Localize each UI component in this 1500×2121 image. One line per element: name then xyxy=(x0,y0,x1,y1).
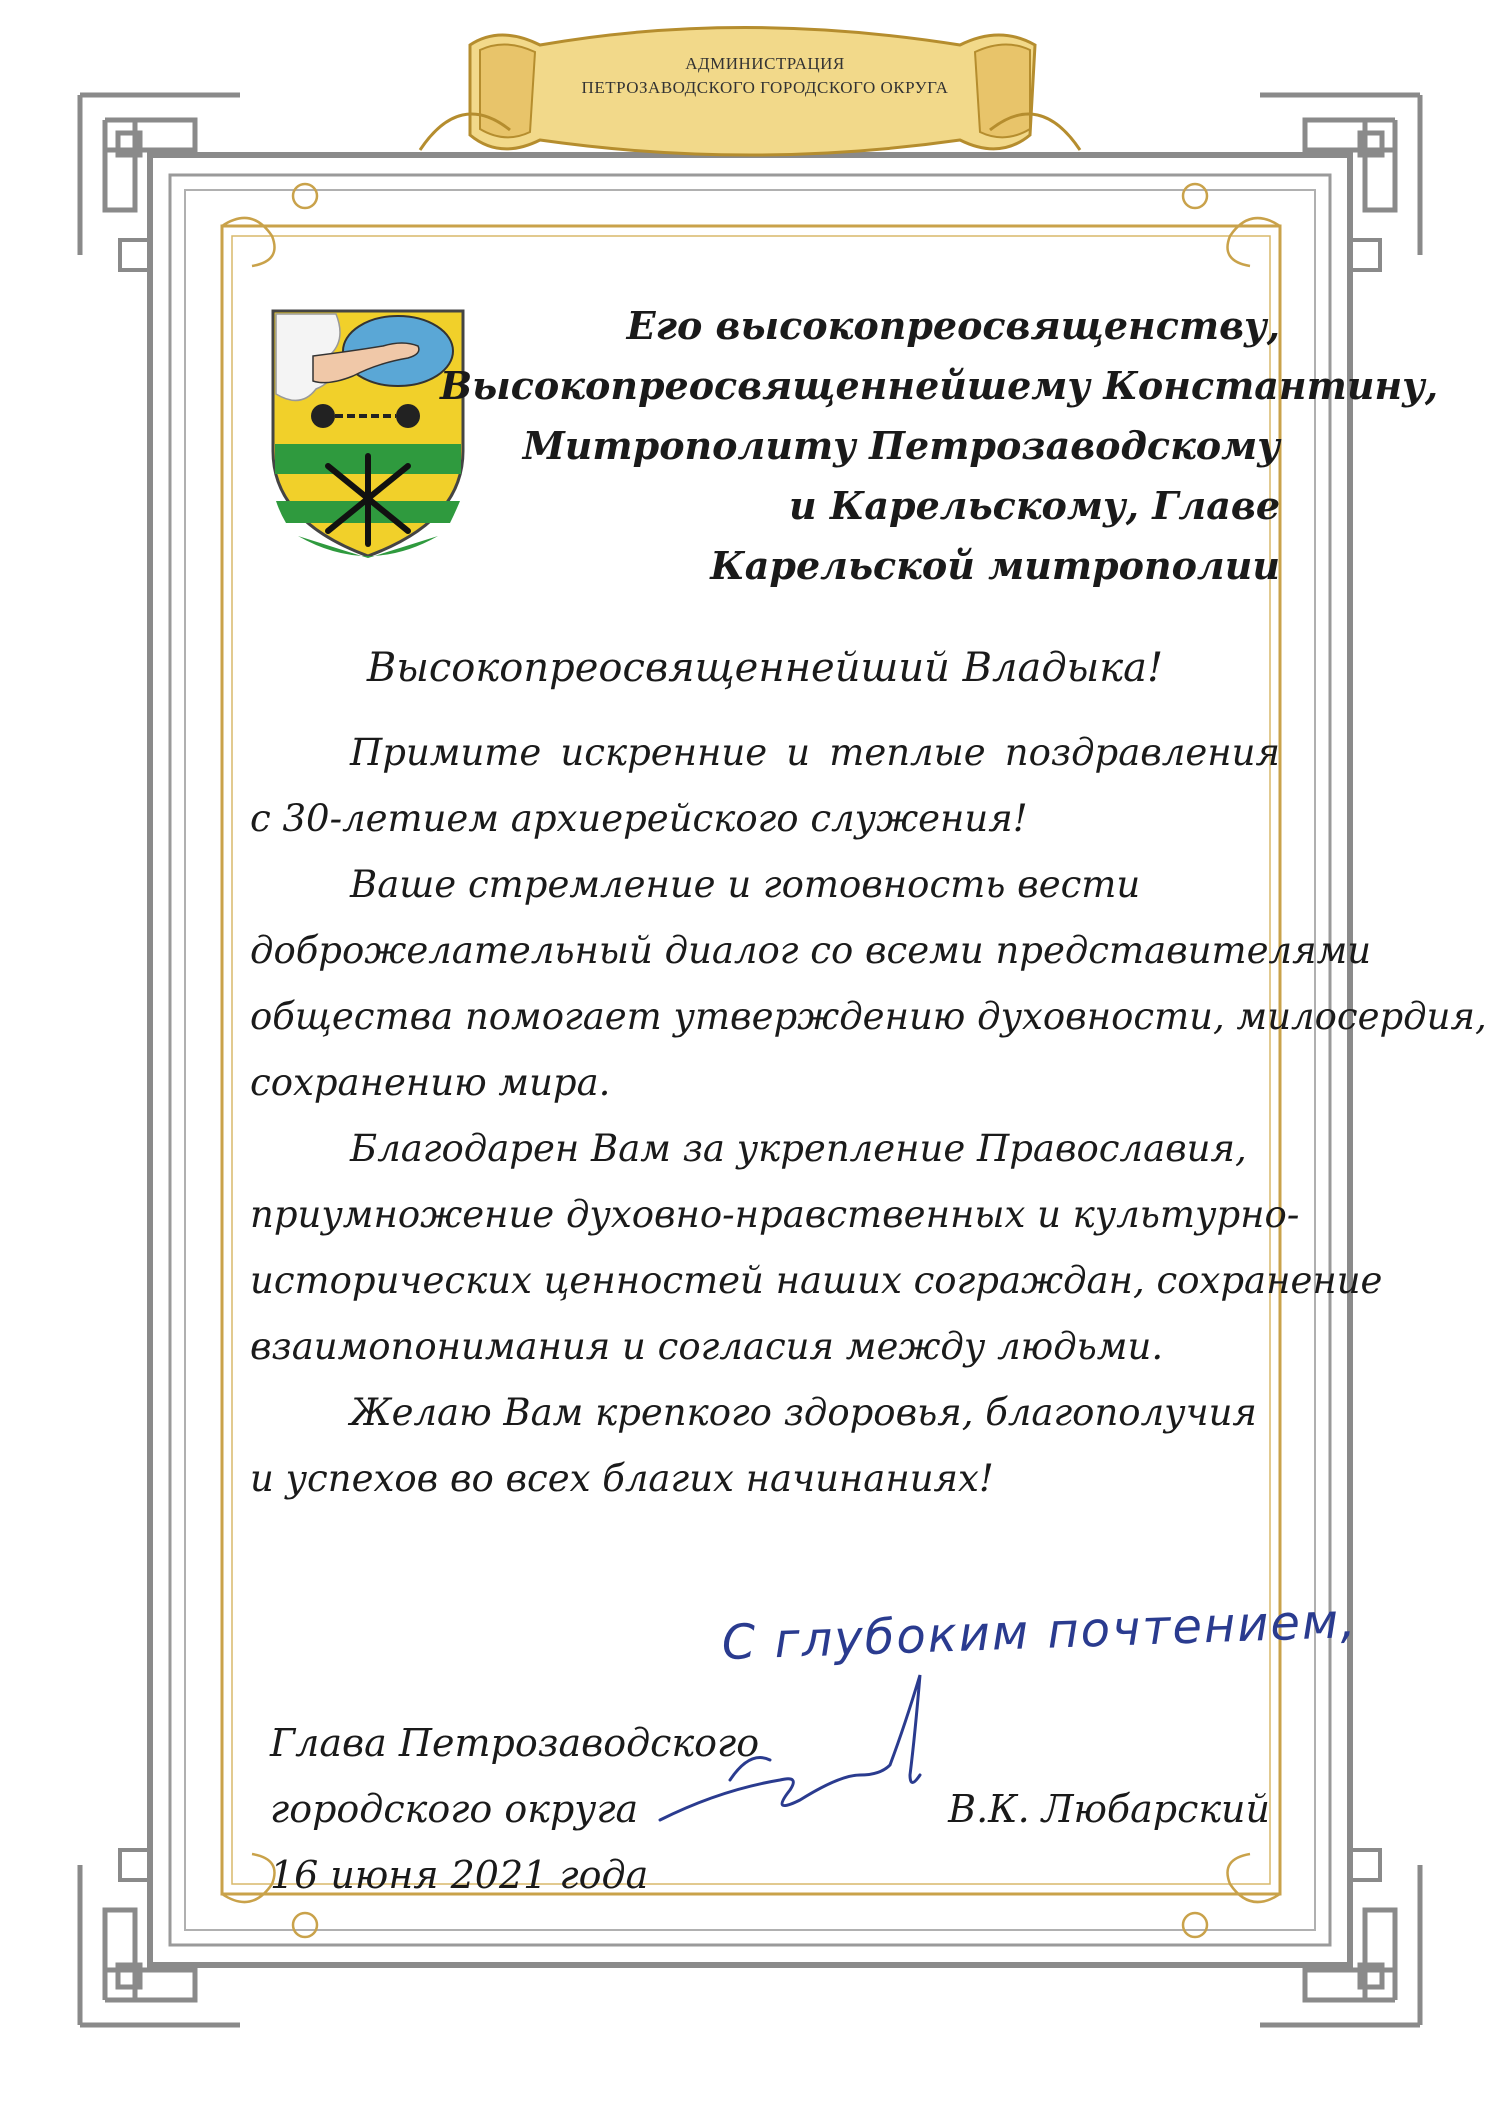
word: теплые xyxy=(829,731,986,774)
paragraph-dialogue xyxy=(250,852,1487,1116)
paragraph-wishes xyxy=(250,1380,1280,1512)
text-line: сохранению мира. xyxy=(250,1061,611,1104)
text-line: Ваше стремление и готовность вести xyxy=(350,863,1141,906)
text-line: приумножение духовно-нравственных и культурно- xyxy=(250,1193,1300,1236)
addressee-block xyxy=(440,296,1439,596)
text-line: исторических ценностей наших сограждан, сохранение xyxy=(250,1259,1383,1302)
word: и xyxy=(786,731,811,774)
addressee-line: Митрополиту Петрозаводскому xyxy=(522,423,1280,468)
word: искренние xyxy=(560,731,768,774)
text-line: взаимопонимания и согласия между людьми. xyxy=(250,1325,1164,1368)
coat-of-arms-emblem xyxy=(268,306,468,561)
signer-name: В.К. Любарский xyxy=(948,1787,1270,1831)
text-line: Желаю Вам крепкого здоровья, благополучия xyxy=(350,1391,1257,1434)
banner-line-1: АДМИНИСТРАЦИЯ xyxy=(685,54,845,73)
paragraph-congratulations xyxy=(250,720,1280,852)
text-line xyxy=(250,720,1280,786)
addressee-line: Высокопреосвященнейшему Константину, xyxy=(440,363,1439,408)
text-line: с 30-летием архиерейского служения! xyxy=(250,797,1028,840)
banner-text xyxy=(520,52,1010,100)
text-line: и успехов во всех благих начинаниях! xyxy=(250,1457,994,1500)
paragraph-gratitude xyxy=(250,1116,1383,1380)
addressee-line: Его высокопреосвященству, xyxy=(626,303,1280,348)
word: поздравления xyxy=(1004,731,1280,774)
handwritten-note: С глубоким почтением, xyxy=(720,1592,1359,1672)
salutation: Высокопреосвященнейший Владыка! xyxy=(366,645,1164,691)
text-line: доброжелательный диалог со всеми представителями xyxy=(250,929,1372,972)
text-line: общества помогает утверждению духовности, милосердия, xyxy=(250,995,1487,1038)
signer-title-line: Глава Петрозаводского xyxy=(270,1721,760,1765)
letter-body xyxy=(250,720,1487,1512)
banner-line-2: ПЕТРОЗАВОДСКОГО ГОРОДСКОГО ОКРУГА xyxy=(581,78,949,97)
signature-block xyxy=(270,1710,770,1908)
letter-date: 16 июня 2021 года xyxy=(270,1853,649,1897)
addressee-line: и Карельскому, Главе xyxy=(789,483,1280,528)
text-line: Благодарен Вам за укрепление Православия, xyxy=(350,1127,1247,1170)
addressee-line: Карельской митрополии xyxy=(710,543,1280,588)
signer-title-line: городского округа xyxy=(270,1787,639,1831)
word: Примите xyxy=(350,731,542,774)
